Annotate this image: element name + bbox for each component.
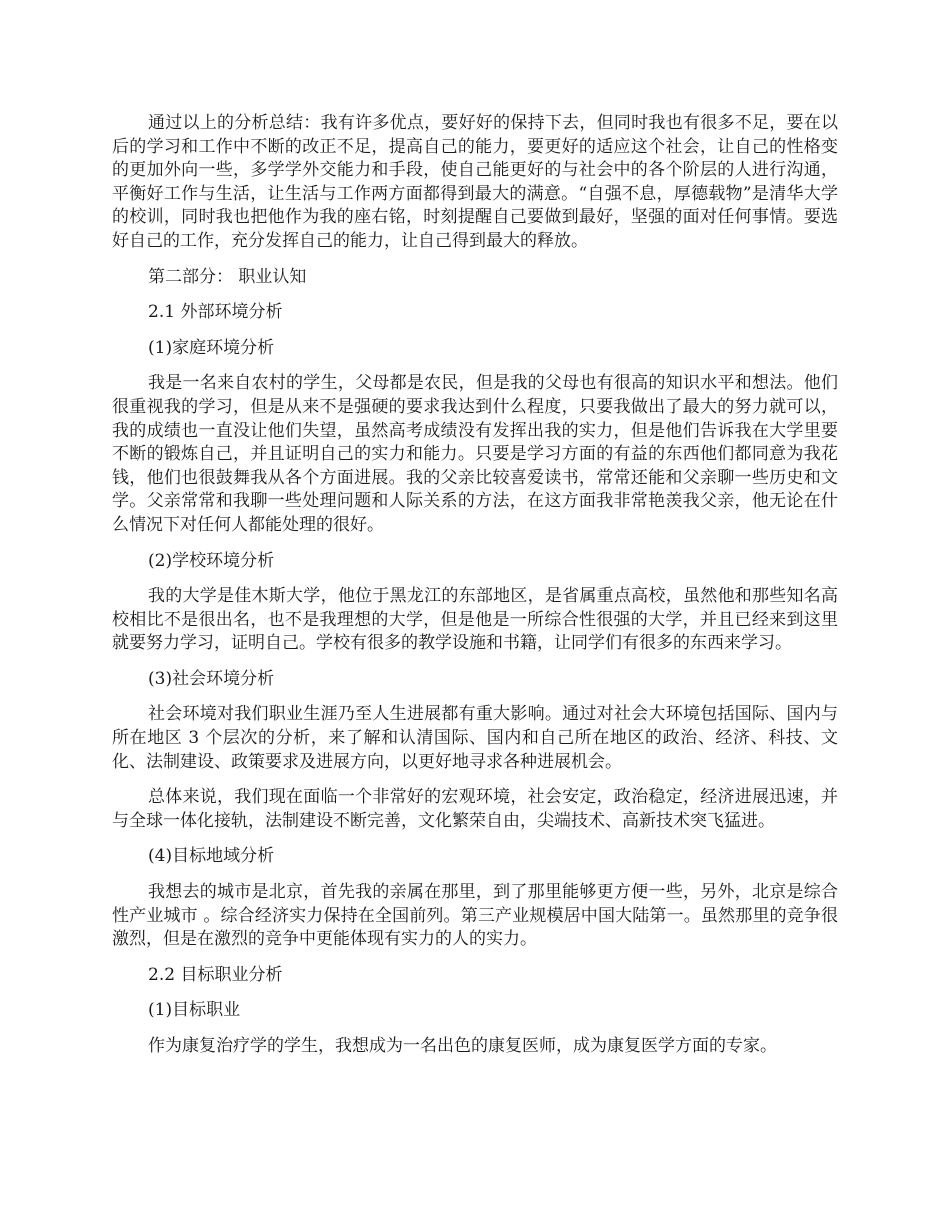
item-heading-target-region: (4)目标地域分析 [148,846,275,867]
paragraph-social-environment: 社会环境对我们职业生涯乃至人生进展都有重大影响。通过对社会大环境包括国际、国内与所在地区 3 个层次的分析，来了解和认清国际、国内和自己所在地区的政治、经济、科技、文化、法制建设、政策要求及进展方向，以更好地寻求各种进展机会。 [112,704,838,772]
item-heading-school-environment: (2)学校环境分析 [148,550,275,571]
paragraph-macro-environment: 总体来说，我们现在面临一个非常好的宏观环境，社会安定，政治稳定，经济进展迅速，并与全球一体化接轨，法制建设不断完善，文化繁荣自由，尖端技术、高新技术突飞猛进。 [112,787,838,831]
paragraph-summary: 通过以上的分析总结：我有许多优点，要好好的保持下去，但同时我也有很多不足，要在以后的学习和工作中不断的改正不足，提高自己的能力，要更好的适应这个社会，让自己的性格变的更加外向一些，多学学外交能力和手段，使自己能更好的与社会中的各个阶层的人进行沟通，平衡好工作与生活，让生活与工作两方面都得到最大的满意。“自强不息，厚德载物”是清华大学的校训，同时我也把他作为我的座右铭，时刻提醒自己要做到最好，坚强的面对任何事情。要选好自己的工作，充分发挥自己的能力，让自己得到最大的释放。 [112,113,838,251]
document-page [112,112,838,1071]
section-heading-part-two: 第二部分： 职业认知 [148,266,307,287]
item-heading-family-environment: (1)家庭环境分析 [148,337,275,358]
paragraph-family-environment: 我是一名来自农村的学生，父母都是农民，但是我的父母也有很高的知识水平和想法。他们很重视我的学习，但是从来不是强硬的要求我达到什么程度，只要我做出了最大的努力就可以，我的成绩也一直没让他们失望，虽然高考成绩没有发挥出我的实力，但是他们告诉我在大学里要不断的锻炼自己，并且证明自己的实力和能力。只要是学习方面的有益的东西他们都同意为我花钱，他们也很鼓舞我从各个方面进展。我的父亲比较喜爱读书，常常还能和父亲聊一些历史和文学。父亲常常和我聊一些处理问题和人际关系的方法，在这方面我非常艳羡我父亲，他无论在什么情况下对任何人都能处理的很好。 [112,373,838,535]
paragraph-school-environment: 我的大学是佳木斯大学，他位于黑龙江的东部地区，是省属重点高校，虽然他和那些知名高校相比不是很出名，也不是我理想的大学，但是他是一所综合性很强的大学，并且已经来到这里就要努力学习，证明自己。学校有很多的教学设施和书籍，让同学们有很多的东西来学习。 [112,586,838,654]
item-heading-target-occupation: (1)目标职业 [148,1000,241,1021]
subsection-heading-target-career: 2.2 目标职业分析 [148,964,283,985]
paragraph-target-region: 我想去的城市是北京，首先我的亲属在那里，到了那里能够更方便一些，另外，北京是综合性产业城市 。综合经济实力保持在全国前列。第三产业规模居中国大陆第一。虽然那里的竞争很激烈，但是在激烈的竞争中更能体现有实力的人的实力。 [112,882,838,950]
subsection-heading-external-environment: 2.1 外部环境分析 [148,302,283,323]
paragraph-target-occupation: 作为康复治疗学的学生，我想成为一名出色的康复医师，成为康复医学方面的专家。 [148,1036,777,1056]
item-heading-social-environment: (3)社会环境分析 [148,668,275,689]
